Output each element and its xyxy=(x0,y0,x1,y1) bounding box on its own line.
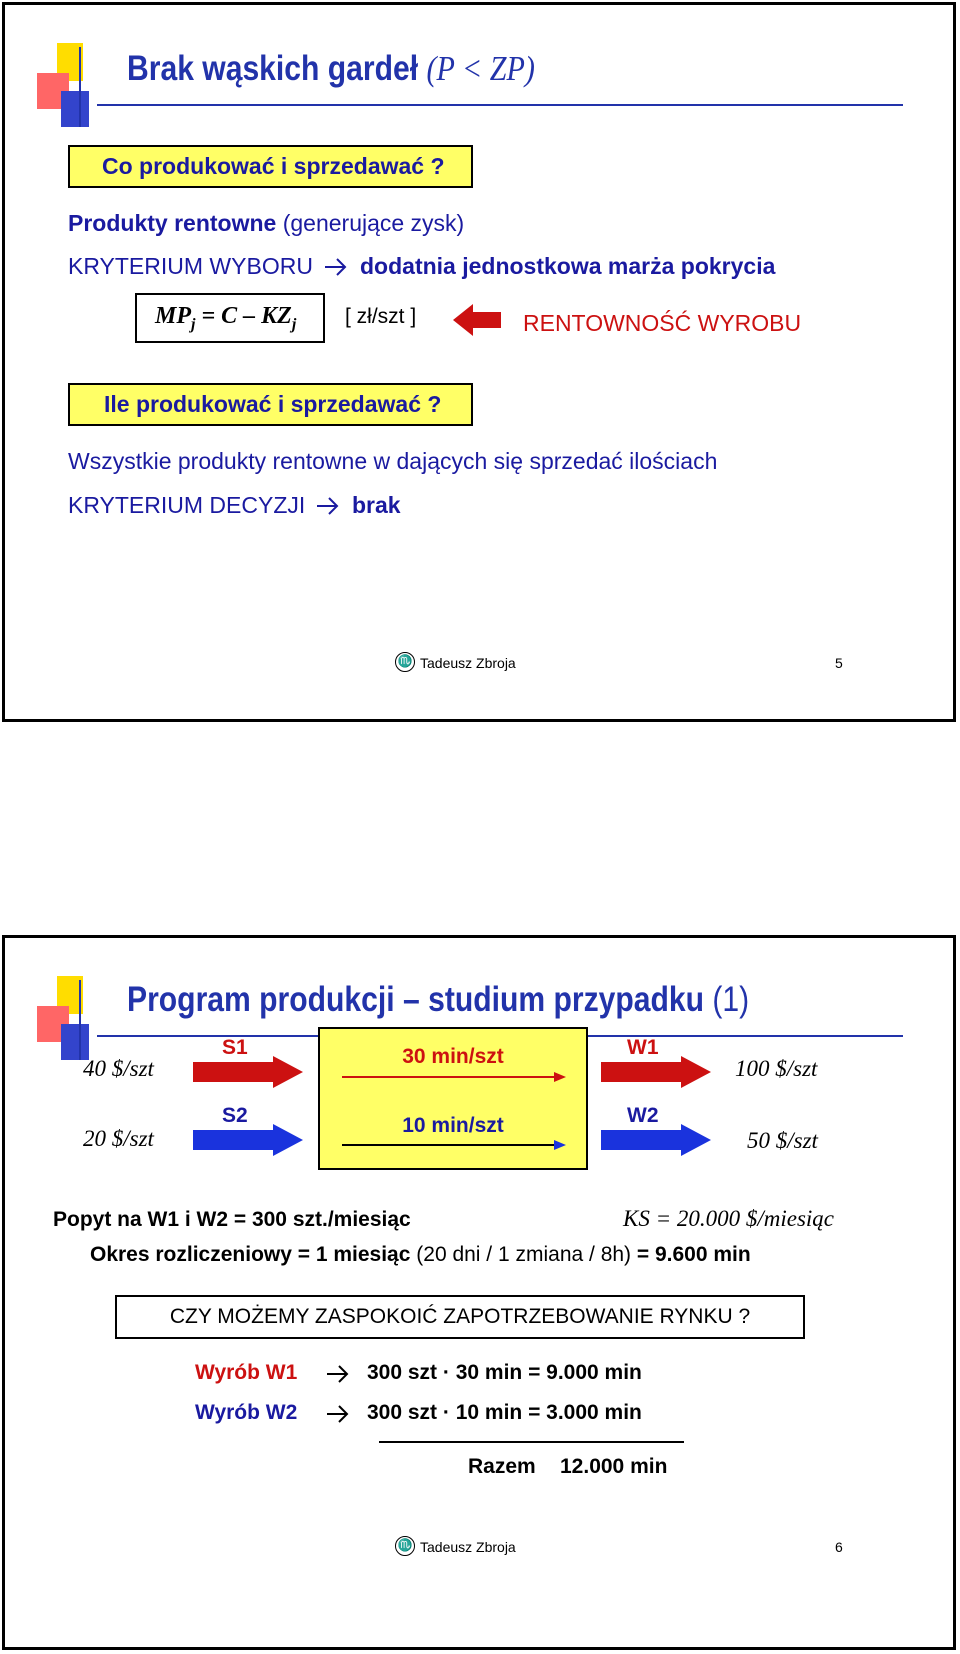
products-rest-text: (generujące zysk) xyxy=(282,210,465,236)
slide-logo-decoration xyxy=(35,43,105,128)
title-text: Program produkcji – studium przypadku xyxy=(127,980,705,1019)
arrow-right-icon xyxy=(325,1363,351,1385)
question-how-much-text: Ile produkować i sprzedawać ? xyxy=(104,391,442,417)
w1-arrow-icon xyxy=(601,1056,713,1088)
page-number: 6 xyxy=(835,1539,843,1555)
sum-rule xyxy=(379,1441,684,1443)
formula-unit: [ zł/szt ] xyxy=(345,305,417,328)
products-line xyxy=(68,210,464,237)
time-w2: 10 min/szt xyxy=(402,1114,504,1137)
formula-mp: MP xyxy=(155,303,191,329)
formula-box xyxy=(135,293,325,343)
question-box-market xyxy=(115,1295,805,1339)
formula-sub-j2: j xyxy=(291,315,297,333)
arrow-right-icon xyxy=(323,256,349,278)
author-logo-icon: ♏ xyxy=(395,1536,415,1556)
slide-title xyxy=(127,49,535,89)
time-w1-arrow-icon xyxy=(342,1071,568,1083)
w2-label: W2 xyxy=(627,1104,659,1127)
arrow-left-red-icon xyxy=(453,304,503,336)
decision-value: brak xyxy=(352,492,401,518)
formula-text xyxy=(155,303,296,334)
criterion-label: KRYTERIUM WYBORU xyxy=(68,253,313,279)
time-w2-arrow-icon xyxy=(342,1139,568,1151)
title-number: (1) xyxy=(712,980,750,1019)
w2-price: 50 $/szt xyxy=(747,1128,818,1153)
slide-1 xyxy=(2,2,956,722)
s2-arrow-icon xyxy=(193,1124,305,1156)
footer-author: Tadeusz Zbroja xyxy=(420,655,516,671)
w1-label: W1 xyxy=(627,1036,659,1059)
period-normal: (20 dni / 1 zmiana / 8h) xyxy=(416,1243,632,1266)
title-underline xyxy=(97,104,903,106)
total-value: 12.000 min xyxy=(560,1455,668,1478)
w1-price: 100 $/szt xyxy=(735,1056,818,1081)
s2-label: S2 xyxy=(222,1104,248,1127)
demand-line: Popyt na W1 i W2 = 300 szt./miesiąc xyxy=(53,1208,411,1231)
decision-label: KRYTERIUM DECYZJI xyxy=(68,492,306,518)
slide-2 xyxy=(2,935,956,1650)
slide-title xyxy=(127,980,749,1020)
w1-calc: 300 szt · 30 min = 9.000 min xyxy=(367,1361,642,1384)
s1-label: S1 xyxy=(222,1036,248,1059)
question-box-what xyxy=(68,145,473,188)
profitability-label: RENTOWNOŚĆ WYROBU xyxy=(523,310,802,336)
question-market-text: CZY MOŻEMY ZASPOKOIĆ ZAPOTRZEBOWANIE RYNKU ? xyxy=(169,1305,751,1328)
page-number: 5 xyxy=(835,655,843,671)
production-box xyxy=(318,1027,588,1170)
w1-calc-label: Wyrób W1 xyxy=(195,1361,298,1384)
title-text: Brak wąskich gardeł xyxy=(127,49,419,88)
time-w1: 30 min/szt xyxy=(402,1045,504,1068)
arrow-right-icon xyxy=(325,1403,351,1425)
period-bold: Okres rozliczeniowy = 1 miesiąc xyxy=(90,1243,411,1266)
w2-calc-label: Wyrób W2 xyxy=(195,1401,298,1424)
w2-calc: 300 szt · 10 min = 3.000 min xyxy=(367,1401,642,1424)
question-what-text: Co produkować i sprzedawać ? xyxy=(102,153,445,179)
formula-eq: = C – KZ xyxy=(201,303,292,329)
author-logo-icon: ♏ xyxy=(395,652,415,672)
slide-logo-decoration xyxy=(35,976,105,1061)
period-line xyxy=(90,1243,751,1267)
arrow-right-icon xyxy=(315,495,341,517)
criterion-value: dodatnia jednostkowa marża pokrycia xyxy=(360,253,776,279)
all-products-line: Wszystkie produkty rentowne w dających się sprzedać ilościach xyxy=(68,448,718,474)
s1-price: 40 $/szt xyxy=(83,1056,154,1081)
products-bold-text: Produkty rentowne xyxy=(68,210,277,236)
s2-price: 20 $/szt xyxy=(83,1126,154,1151)
formula-sub-j: j xyxy=(191,315,196,333)
question-box-how-much xyxy=(68,383,473,426)
footer-author: Tadeusz Zbroja xyxy=(420,1539,516,1555)
period-total: = 9.600 min xyxy=(636,1243,751,1266)
s1-arrow-icon xyxy=(193,1056,305,1088)
total-label: Razem xyxy=(468,1455,536,1478)
w2-arrow-icon xyxy=(601,1124,713,1156)
title-formula: (P < ZP) xyxy=(426,49,535,88)
fixed-costs: KS = 20.000 $/miesiąc xyxy=(623,1206,835,1231)
